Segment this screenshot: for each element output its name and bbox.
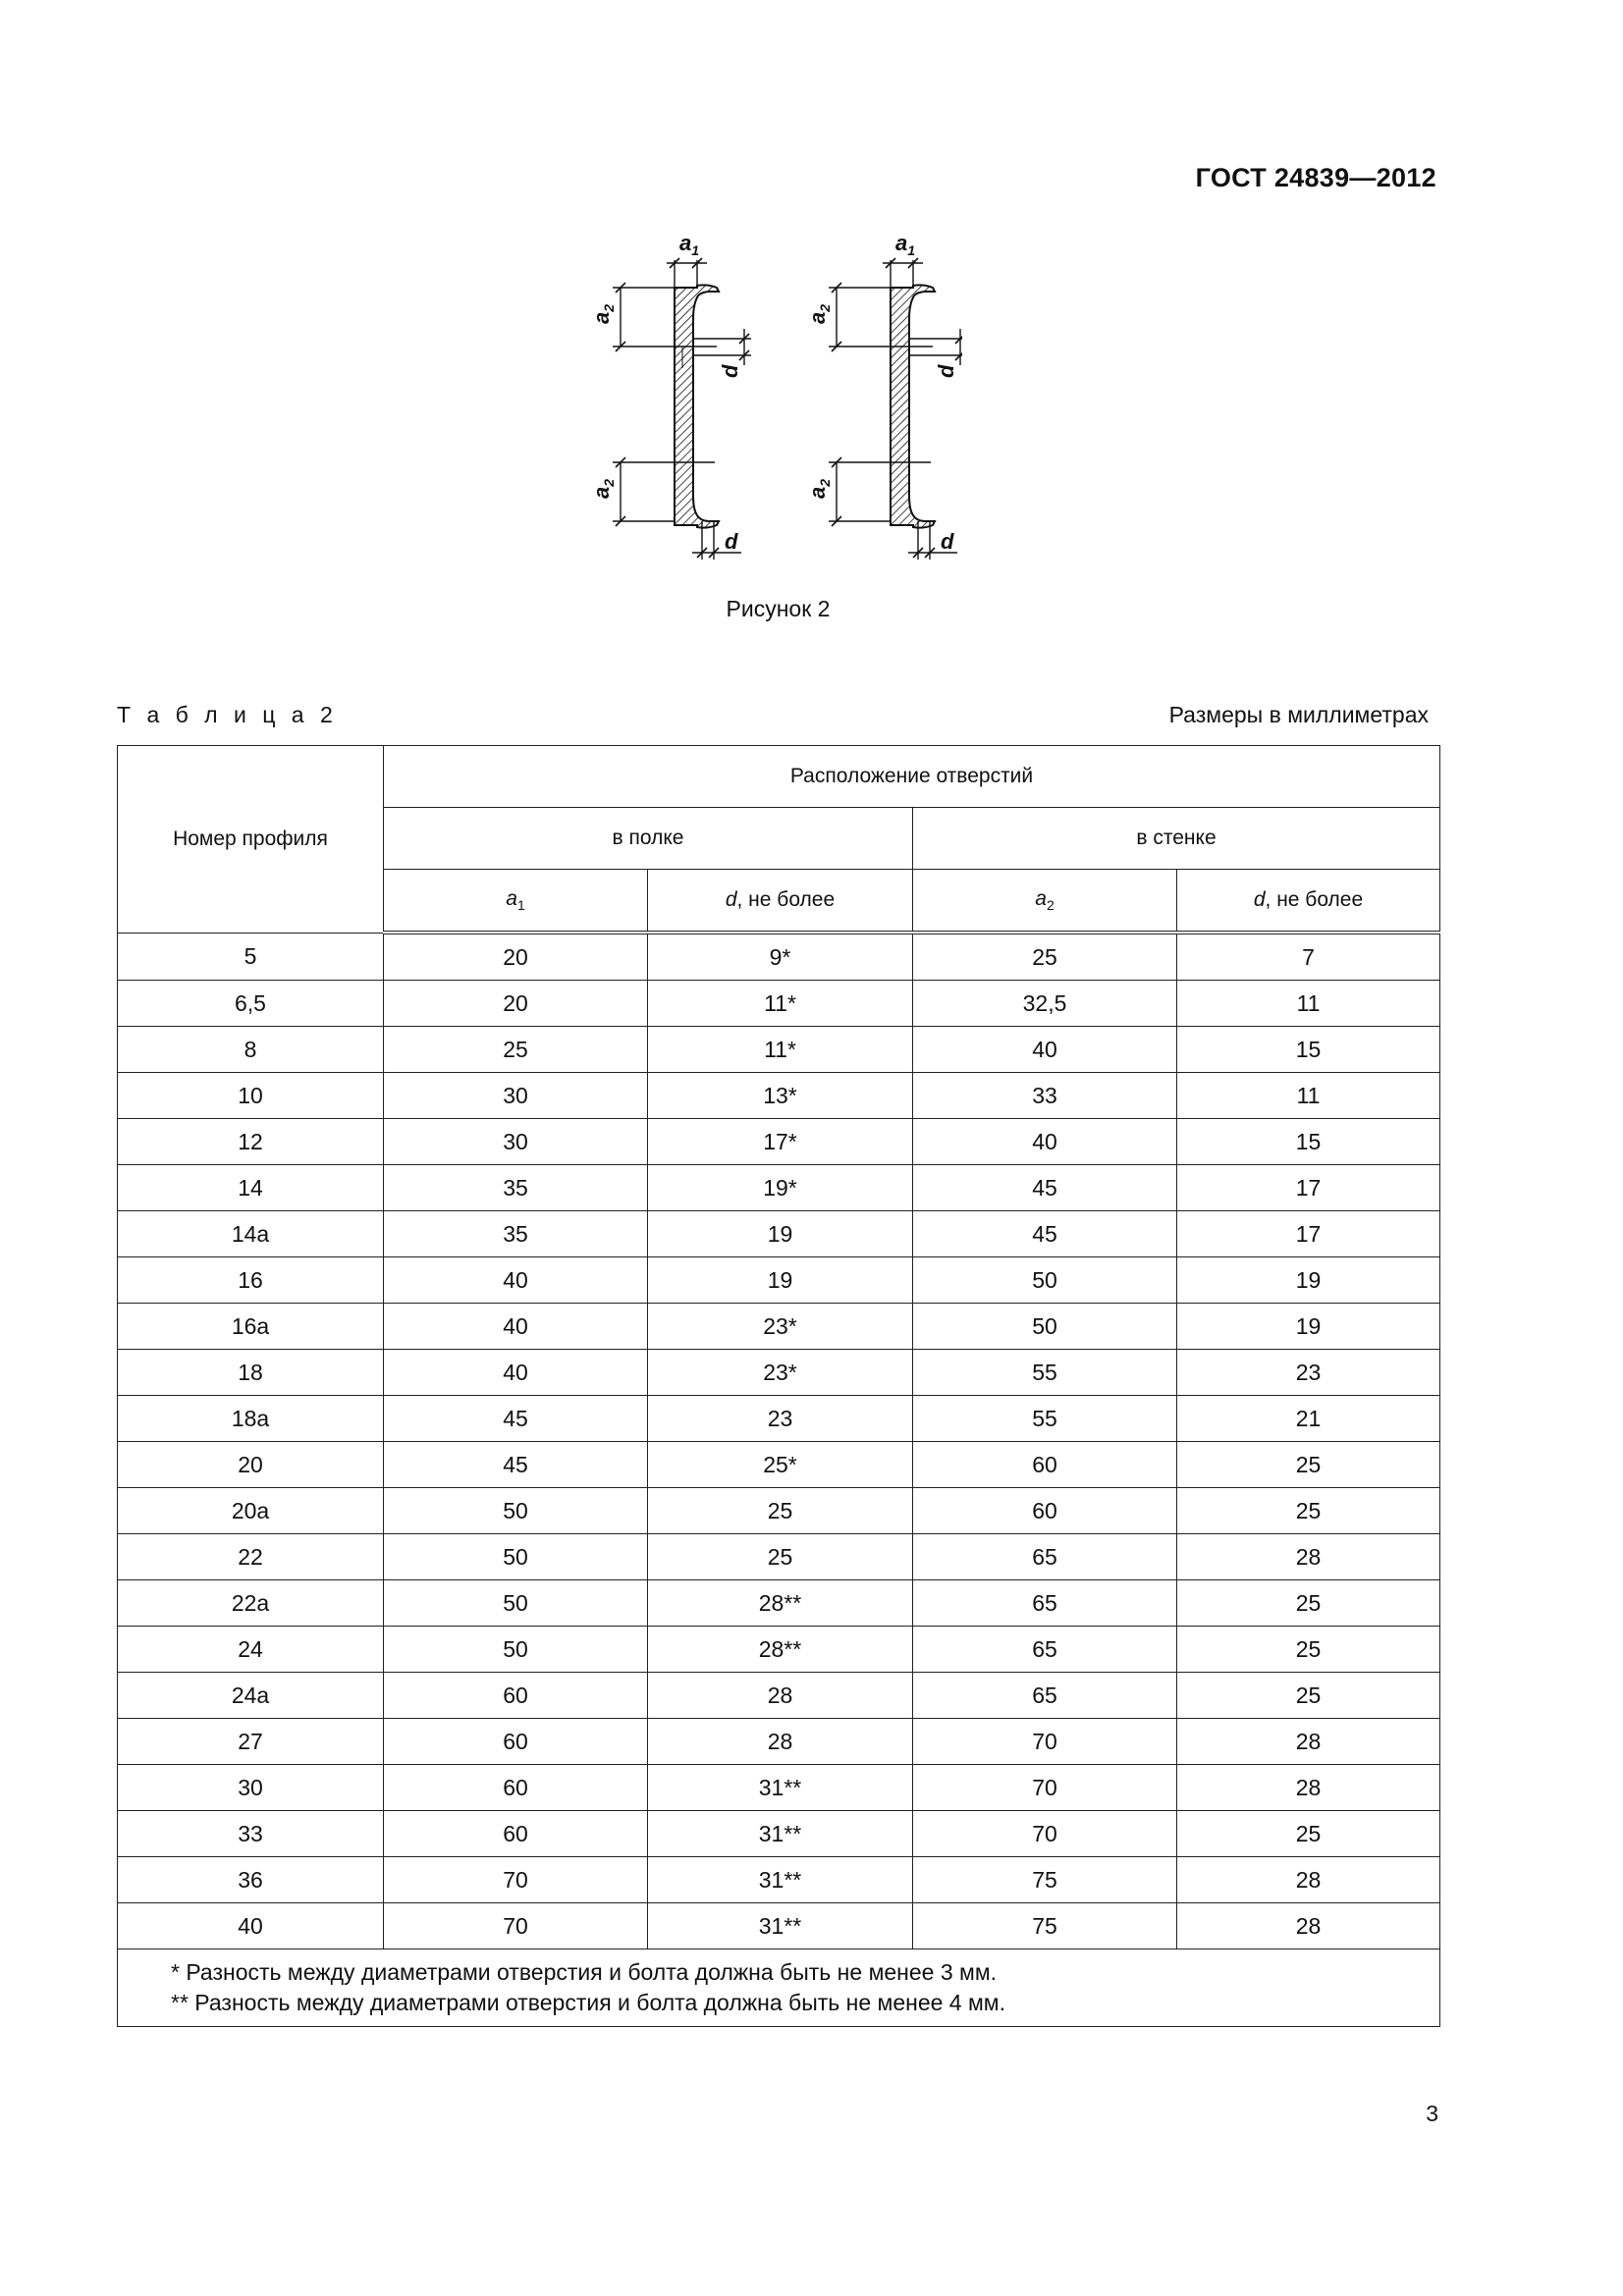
cell-a1: 40: [384, 1257, 648, 1304]
cell-profile-number: 6,5: [118, 981, 384, 1027]
table-row: [118, 1442, 1440, 1488]
cell-a1: 30: [384, 1073, 648, 1119]
cell-d-flange: 9*: [648, 933, 913, 981]
cell-profile-number: 16a: [118, 1304, 384, 1350]
cell-a2: 65: [913, 1673, 1177, 1719]
cell-d-flange: 28**: [648, 1580, 913, 1627]
cell-d-flange: 19*: [648, 1165, 913, 1211]
channel-profile-figure: [569, 221, 962, 574]
cell-a2: 32,5: [913, 981, 1177, 1027]
cell-a2: 65: [913, 1627, 1177, 1673]
header-d-web: d, не более: [1177, 870, 1440, 934]
label-a2-left-top: $a_2$: [589, 303, 617, 324]
cell-a1: 20: [384, 933, 648, 981]
cell-a1: 40: [384, 1304, 648, 1350]
cell-profile-number: 22: [118, 1534, 384, 1580]
table-row: [118, 1903, 1440, 1949]
cell-a2: 65: [913, 1534, 1177, 1580]
cell-a2: 55: [913, 1350, 1177, 1396]
table-row: [118, 981, 1440, 1027]
cell-d-flange: 23*: [648, 1350, 913, 1396]
cell-a2: 33: [913, 1073, 1177, 1119]
table-row: [118, 1027, 1440, 1073]
cell-d-web: 15: [1177, 1119, 1440, 1165]
cell-d-flange: 17*: [648, 1119, 913, 1165]
cell-a2: 75: [913, 1857, 1177, 1903]
cell-profile-number: 14a: [118, 1211, 384, 1257]
cell-d-web: 25: [1177, 1627, 1440, 1673]
cell-d-flange: 11*: [648, 1027, 913, 1073]
cell-a1: 45: [384, 1396, 648, 1442]
cell-profile-number: 22a: [118, 1580, 384, 1627]
cell-profile-number: 24a: [118, 1673, 384, 1719]
figure-caption: Рисунок 2: [726, 596, 831, 621]
cell-d-flange: 19: [648, 1257, 913, 1304]
table-row: [118, 1304, 1440, 1350]
table-row: [118, 1396, 1440, 1442]
cell-a1: 70: [384, 1903, 648, 1949]
cell-a2: 50: [913, 1304, 1177, 1350]
cell-a2: 45: [913, 1211, 1177, 1257]
table-row: [118, 933, 1440, 981]
cell-profile-number: 18: [118, 1350, 384, 1396]
table-notes: [118, 1949, 1440, 2027]
channel-drawing: [569, 221, 962, 574]
cell-a1: 45: [384, 1442, 648, 1488]
cell-a1: 30: [384, 1119, 648, 1165]
cell-a1: 60: [384, 1811, 648, 1857]
cell-d-web: 11: [1177, 1073, 1440, 1119]
cell-a2: 70: [913, 1811, 1177, 1857]
table-row: [118, 1488, 1440, 1534]
cell-a1: 70: [384, 1857, 648, 1903]
cell-d-flange: 25*: [648, 1442, 913, 1488]
cell-d-web: 25: [1177, 1488, 1440, 1534]
cell-d-web: 17: [1177, 1165, 1440, 1211]
cell-d-flange: 23: [648, 1396, 913, 1442]
cell-profile-number: 14: [118, 1165, 384, 1211]
label-d-left-flange: d: [725, 529, 738, 554]
cell-d-web: 11: [1177, 981, 1440, 1027]
document-code: ГОСТ 24839—2012: [1195, 163, 1436, 192]
cell-profile-number: 40: [118, 1903, 384, 1949]
header-in-web: в стенке: [913, 808, 1440, 870]
cell-profile-number: 20: [118, 1442, 384, 1488]
cell-a1: 60: [384, 1765, 648, 1811]
cell-a1: 50: [384, 1627, 648, 1673]
header-hole-location: Расположение отверстий: [384, 746, 1440, 808]
label-a1-left: $a_1$: [679, 231, 700, 258]
cell-a2: 40: [913, 1027, 1177, 1073]
table-row: [118, 1673, 1440, 1719]
label-a1-right: $a_1$: [895, 231, 916, 258]
cell-d-web: 28: [1177, 1765, 1440, 1811]
label-d-left-web: d: [718, 364, 742, 378]
table-row: [118, 1534, 1440, 1580]
cell-profile-number: 8: [118, 1027, 384, 1073]
cell-profile-number: 33: [118, 1811, 384, 1857]
cell-d-flange: 28: [648, 1673, 913, 1719]
cell-a2: 60: [913, 1488, 1177, 1534]
header-profile-number: Номер профиля: [118, 746, 384, 934]
cell-profile-number: 16: [118, 1257, 384, 1304]
table-row: [118, 1857, 1440, 1903]
cell-profile-number: 10: [118, 1073, 384, 1119]
cell-d-flange: 19: [648, 1211, 913, 1257]
cell-d-web: 23: [1177, 1350, 1440, 1396]
cell-d-flange: 31**: [648, 1811, 913, 1857]
label-a2-right-bottom: $a_2$: [805, 478, 833, 499]
table-row: [118, 1627, 1440, 1673]
cell-a1: 35: [384, 1165, 648, 1211]
header-a2: $a_2$: [913, 870, 1177, 934]
cell-a1: 60: [384, 1719, 648, 1765]
cell-profile-number: 27: [118, 1719, 384, 1765]
cell-d-flange: 25: [648, 1534, 913, 1580]
cell-a1: 50: [384, 1488, 648, 1534]
cell-a2: 45: [913, 1165, 1177, 1211]
cell-d-web: 28: [1177, 1534, 1440, 1580]
cell-a2: 40: [913, 1119, 1177, 1165]
cell-d-web: 28: [1177, 1903, 1440, 1949]
cell-d-web: 25: [1177, 1673, 1440, 1719]
cell-d-web: 19: [1177, 1257, 1440, 1304]
table-row: [118, 1073, 1440, 1119]
cell-d-flange: 31**: [648, 1903, 913, 1949]
cell-d-flange: 13*: [648, 1073, 913, 1119]
cell-a1: 35: [384, 1211, 648, 1257]
cell-a1: 60: [384, 1673, 648, 1719]
cell-profile-number: 36: [118, 1857, 384, 1903]
table-row: [118, 1257, 1440, 1304]
cell-a2: 60: [913, 1442, 1177, 1488]
cell-d-web: 7: [1177, 933, 1440, 981]
cell-d-flange: 28**: [648, 1627, 913, 1673]
header-in-flange: в полке: [384, 808, 913, 870]
cell-profile-number: 18a: [118, 1396, 384, 1442]
table-row: [118, 1211, 1440, 1257]
cell-d-web: 25: [1177, 1580, 1440, 1627]
header-a1: $a_1$: [384, 870, 648, 934]
page-number: 3: [1426, 2101, 1438, 2126]
cell-a2: 75: [913, 1903, 1177, 1949]
table-row: [118, 1165, 1440, 1211]
table-row: [118, 1580, 1440, 1627]
table-body: [118, 933, 1440, 1949]
cell-d-flange: 31**: [648, 1857, 913, 1903]
table-row: [118, 1719, 1440, 1765]
table-row: [118, 1350, 1440, 1396]
table-row: [118, 1119, 1440, 1165]
cell-d-web: 25: [1177, 1442, 1440, 1488]
cell-a2: 25: [913, 933, 1177, 981]
cell-a1: 25: [384, 1027, 648, 1073]
hole-location-table: [117, 745, 1440, 2027]
cell-a2: 55: [913, 1396, 1177, 1442]
table-row: [118, 1811, 1440, 1857]
label-a2-right-top: $a_2$: [805, 303, 833, 324]
cell-d-flange: 31**: [648, 1765, 913, 1811]
label-d-right-flange: d: [941, 529, 954, 554]
cell-a2: 50: [913, 1257, 1177, 1304]
profile-right: [829, 258, 962, 560]
header-d-flange: d, не более: [648, 870, 913, 934]
cell-d-flange: 11*: [648, 981, 913, 1027]
profile-left: [613, 258, 751, 560]
cell-d-web: 15: [1177, 1027, 1440, 1073]
cell-profile-number: 24: [118, 1627, 384, 1673]
cell-a1: 50: [384, 1580, 648, 1627]
cell-profile-number: 5: [118, 933, 384, 981]
cell-d-web: 28: [1177, 1719, 1440, 1765]
cell-d-flange: 25: [648, 1488, 913, 1534]
cell-a1: 20: [384, 981, 648, 1027]
cell-d-web: 28: [1177, 1857, 1440, 1903]
cell-profile-number: 20a: [118, 1488, 384, 1534]
cell-d-web: 19: [1177, 1304, 1440, 1350]
cell-d-web: 17: [1177, 1211, 1440, 1257]
cell-a1: 40: [384, 1350, 648, 1396]
cell-d-web: 21: [1177, 1396, 1440, 1442]
label-d-right-web: d: [934, 364, 958, 378]
cell-profile-number: 30: [118, 1765, 384, 1811]
cell-d-flange: 28: [648, 1719, 913, 1765]
cell-a2: 65: [913, 1580, 1177, 1627]
units-note: Размеры в миллиметрах: [1168, 702, 1429, 727]
cell-a2: 70: [913, 1719, 1177, 1765]
cell-a1: 50: [384, 1534, 648, 1580]
table-title: Т а б л и ц а 2: [117, 702, 338, 727]
note-2: ** Разность между диаметрами отверстия и болта должна быть не менее 4 мм.: [171, 1990, 1005, 2015]
cell-d-flange: 23*: [648, 1304, 913, 1350]
note-1: * Разность между диаметрами отверстия и болта должна быть не менее 3 мм.: [171, 1959, 998, 1985]
cell-d-web: 25: [1177, 1811, 1440, 1857]
cell-a2: 70: [913, 1765, 1177, 1811]
label-a2-left-bottom: $a_2$: [589, 478, 617, 499]
cell-profile-number: 12: [118, 1119, 384, 1165]
table-row: [118, 1765, 1440, 1811]
